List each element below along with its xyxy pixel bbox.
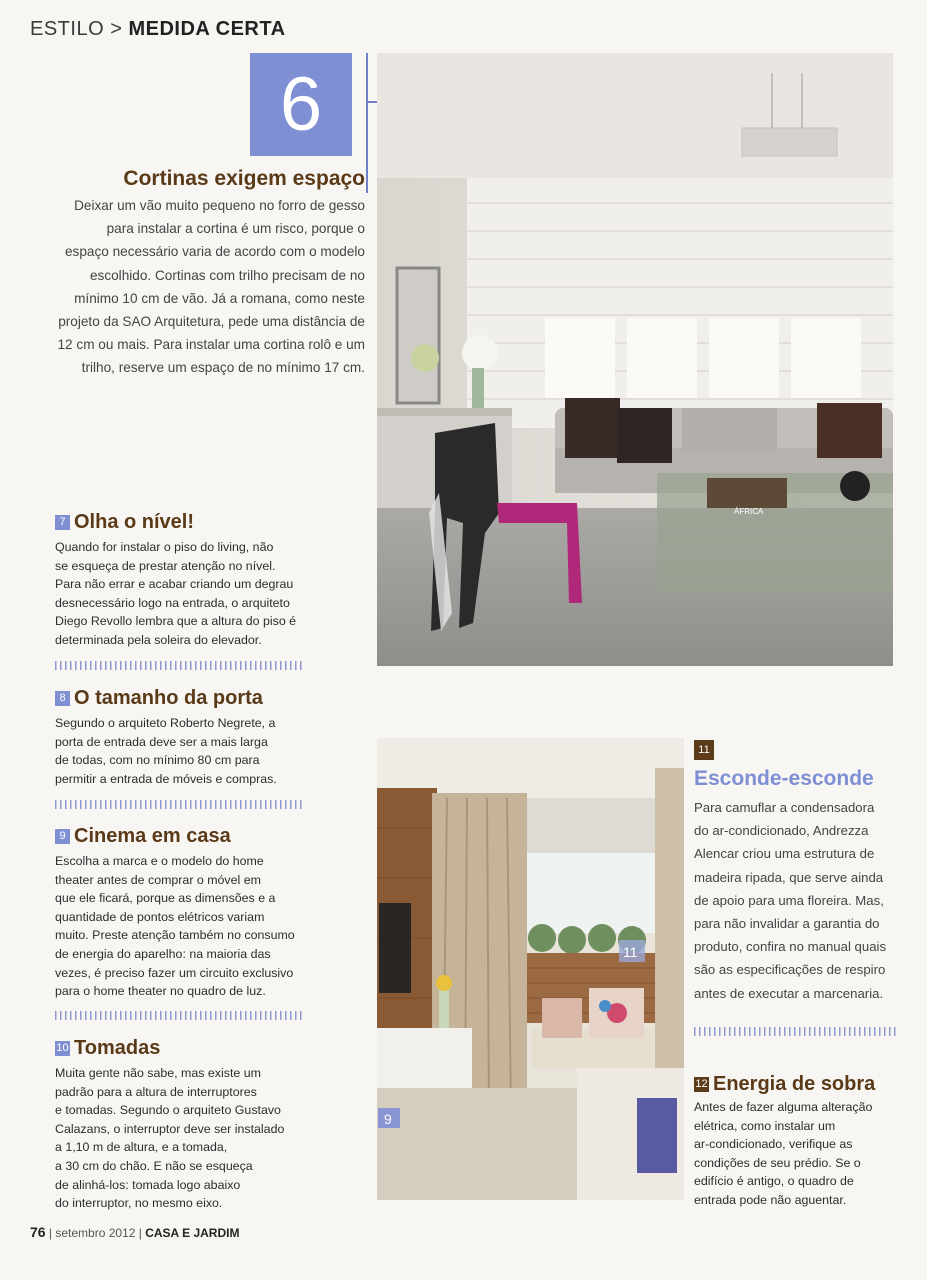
text-line: Para camuflar a condensadora: [694, 800, 875, 815]
item-8-body: [55, 714, 355, 788]
text-line: porta de entrada deve ser a mais larga: [55, 734, 268, 749]
tick-divider: [55, 661, 305, 670]
text-line: e tomadas. Segundo o arquiteto Gustavo: [55, 1103, 281, 1118]
text-line: elétrica, como instalar um: [694, 1118, 836, 1133]
text-line: a 30 cm do chão. E não se esqueça: [55, 1158, 253, 1173]
item-7-body: [55, 538, 355, 650]
section-breadcrumb: [30, 18, 286, 41]
text-line: Antes de fazer alguma alteração: [694, 1100, 873, 1114]
text-line: Muita gente não sabe, mas existe um: [55, 1066, 261, 1080]
page-number: 76: [30, 1224, 46, 1240]
text-line: de energia do aparelho: na maioria das: [55, 946, 271, 961]
photo-marker-11: 11: [623, 944, 638, 960]
text-line: determinada pela soleira do elevador.: [55, 632, 262, 647]
item-8-number: 8: [55, 691, 70, 706]
text-line: muito. Preste atenção também no consumo: [55, 928, 295, 943]
item-7-title: [55, 511, 355, 534]
text-line: se esqueça de prestar atenção no nível.: [55, 558, 276, 573]
text-line: Escolha a marca e o modelo do home: [55, 854, 264, 868]
item-6-number-block: 6: [250, 53, 352, 156]
text-line: projeto da SAO Arquitetura, pede uma distância de: [58, 314, 365, 330]
text-line: Alencar criou uma estrutura de: [694, 846, 875, 862]
text-line: Segundo o arquiteto Roberto Negrete, a: [55, 716, 276, 730]
text-line: produto, confira no manual quais: [694, 939, 887, 955]
item-9: [55, 825, 355, 1001]
tick-divider: [55, 1011, 305, 1020]
item-10: [55, 1037, 355, 1213]
text-line: Calazans, o interruptor deve ser instalado: [55, 1121, 285, 1136]
text-line: são as especificações de respiro: [694, 962, 886, 978]
item-9-title-text: Cinema em casa: [74, 825, 231, 847]
item-10-title: [55, 1037, 355, 1060]
text-line: para não invalidar a garantia do: [694, 916, 880, 932]
text-line: antes de executar a marcenaria.: [694, 985, 884, 1001]
item-10-number: 10: [56, 1042, 69, 1054]
text-line: desnecessário logo na entrada, o arquiteto: [55, 595, 290, 610]
item-10-title-text: Tomadas: [74, 1037, 161, 1059]
text-line: trilho, reserve um espaço de no mínimo 17 cm.: [81, 360, 365, 376]
pointer-line-vertical: [366, 53, 368, 193]
item-10-body: [55, 1064, 355, 1213]
text-line: Diego Revollo lembra que a altura do piso é: [55, 614, 297, 629]
subsection-label: MEDIDA CERTA: [128, 18, 286, 40]
text-line: de alinhá-los: tomada logo abaixo: [55, 1177, 241, 1192]
text-line: mínimo 10 cm de vão. Já a romana, como neste: [74, 290, 365, 306]
item-9-number: 9: [55, 829, 70, 844]
item-12: [694, 1073, 914, 1210]
text-line: madeira ripada, que serve ainda: [694, 869, 884, 885]
tv-room-illustration: [377, 738, 684, 1200]
text-line: Deixar um vão muito pequeno no forro de gesso: [74, 198, 365, 213]
item-11-body: [694, 796, 909, 1005]
item-6-title: Cortinas exigem espaço: [123, 167, 365, 190]
text-line: edifício é antigo, o quadro de: [694, 1174, 854, 1189]
text-line: theater antes de comprar o móvel em: [55, 872, 261, 887]
tick-divider: [55, 800, 305, 809]
text-line: condições de seu prédio. Se o: [694, 1155, 861, 1170]
book-label: ÁFRICA: [734, 507, 764, 516]
item-7-number: 7: [55, 515, 70, 530]
item-8: [55, 687, 355, 788]
tv-room-photo: [377, 738, 684, 1200]
text-line: para o home theater no quadro de luz.: [55, 984, 266, 999]
text-line: permitir a entrada de móveis e compras.: [55, 771, 277, 786]
text-line: do ar-condicionado, Andrezza: [694, 823, 869, 839]
text-line: padrão para a altura de interruptores: [55, 1084, 257, 1099]
item-12-title: [694, 1073, 914, 1096]
page-footer: [30, 1224, 239, 1240]
photo-marker-9: 9: [384, 1111, 392, 1127]
text-line: a 1,10 m de altura, e a tomada,: [55, 1140, 228, 1155]
issue-date: | setembro 2012 |: [48, 1226, 142, 1240]
tick-divider: [694, 1027, 896, 1036]
item-7: [55, 511, 355, 650]
item-6-body: [40, 194, 365, 380]
text-line: para instalar a cortina é um risco, porque o: [106, 221, 365, 237]
section-label: ESTILO >: [30, 18, 123, 40]
text-line: do interruptor, no mesmo eixo.: [55, 1196, 223, 1211]
magazine-name: CASA E JARDIM: [145, 1226, 240, 1240]
text-line: Para não errar e acabar criando um degrau: [55, 577, 294, 592]
text-line: que ele ficará, porque as dimensões e a: [55, 891, 276, 906]
text-line: espaço necessário varia de acordo com o modelo: [65, 244, 365, 260]
text-line: Quando for instalar o piso do living, não: [55, 540, 274, 554]
item-9-body: [55, 852, 355, 1001]
text-line: de apoio para uma floreira. Mas,: [694, 892, 884, 908]
item-9-title: [55, 825, 355, 848]
item-11-number: 11: [694, 740, 714, 760]
living-room-illustration: [377, 53, 893, 666]
item-8-title-text: O tamanho da porta: [74, 687, 263, 709]
item-8-title: [55, 687, 355, 710]
item-11-title: Esconde-esconde: [694, 767, 874, 790]
text-line: vezes, é preciso fazer um circuito exclusivo: [55, 965, 294, 980]
text-line: quantidade de pontos elétricos variam: [55, 909, 265, 924]
item-12-number: 12: [695, 1078, 708, 1090]
living-room-photo: [377, 53, 893, 666]
text-line: entrada pode não aguentar.: [694, 1192, 847, 1207]
text-line: 12 cm ou mais. Para instalar uma cortina rolô e um: [57, 337, 365, 353]
text-line: ar-condicionado, verifique as: [694, 1137, 853, 1152]
item-12-title-text: Energia de sobra: [713, 1073, 876, 1095]
item-12-body: [694, 1098, 914, 1210]
item-7-title-text: Olha o nível!: [74, 511, 195, 533]
text-line: escolhido. Cortinas com trilho precisam de no: [89, 267, 365, 283]
text-line: de todas, com no mínimo 80 cm para: [55, 753, 260, 768]
